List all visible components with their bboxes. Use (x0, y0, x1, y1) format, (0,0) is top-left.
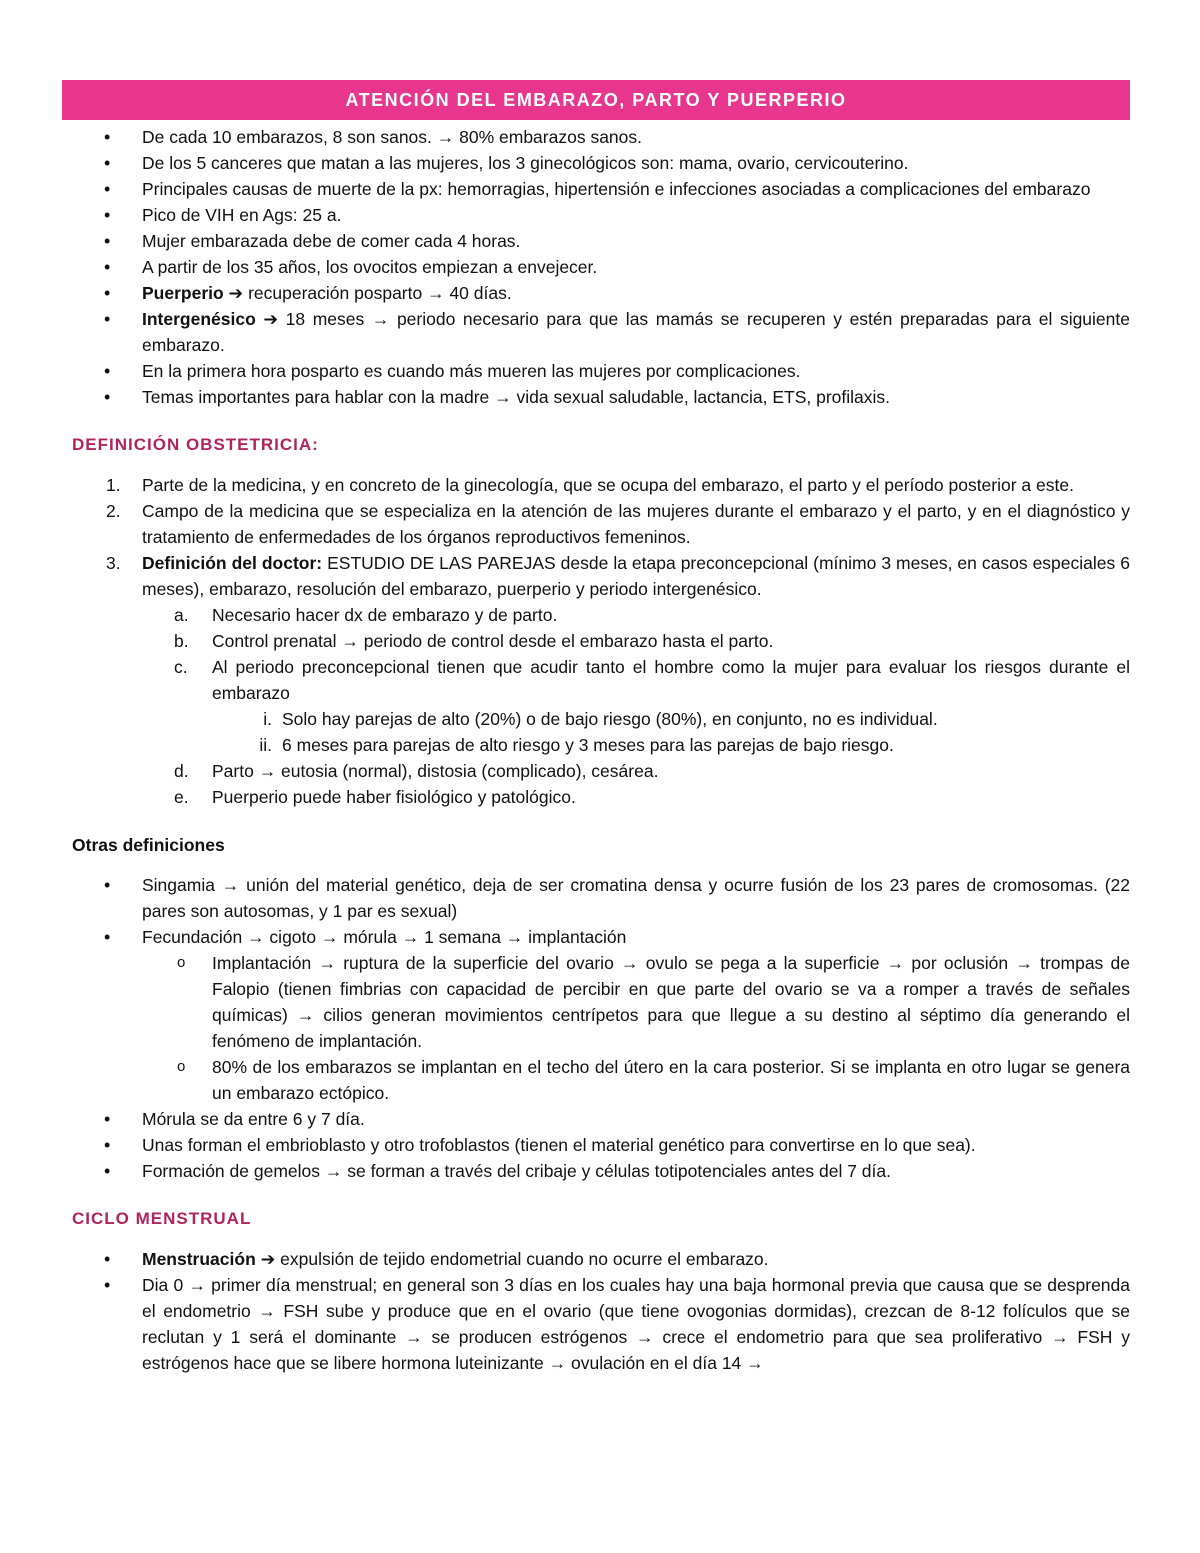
list-item: • Pico de VIH en Ags: 25 a. (62, 202, 1130, 228)
list-item: • A partir de los 35 años, los ovocitos empiezan a envejecer. (62, 254, 1130, 280)
list-item: • Intergenésico ➔ 18 meses → periodo necesario para que las mamás se recuperen y estén preparadas para el siguiente embarazo. (62, 306, 1130, 358)
list-item: • Temas importantes para hablar con la madre → vida sexual saludable, lactancia, ETS, profilaxis. (62, 384, 1130, 410)
list-item: a. Necesario hacer dx de embarazo y de parto. (174, 605, 558, 625)
list-item: 3. Definición del doctor: ESTUDIO DE LAS PAREJAS desde la etapa preconcepcional (mínimo 3 meses, en casos especiales 6 meses), embarazo, resolución del embarazo, puerperio y periodo intergenésico. a. Necesario hacer dx de embarazo y de parto. b. Control prenatal → periodo de control desde el embarazo hasta el parto. c. Al periodo preconcepcional tienen que acudir tanto el hombre como la mujer para evaluar los riesgos durante el embarazo i. Solo hay parejas de alto (20%) o de bajo riesgo (80%), en conjunto, no es individual. ii. 6 meses para parejas de alto riesgo y 3 meses para las parejas de bajo riesgo. d. Parto → eutosia (normal), distosia (complicado), cesárea. e. Puerperio puede haber fisiológico y patológico. (62, 550, 1130, 810)
list-item: d. Parto → eutosia (normal), distosia (complicado), cesárea. (174, 761, 659, 781)
list-item: • Formación de gemelos → se forman a través del cribaje y células totipotenciales antes del 7 día. (62, 1158, 1130, 1184)
list-item: 2. Campo de la medicina que se especializa en la atención de las mujeres durante el embarazo y el parto, y en el diagnóstico y tratamiento de enfermedades de los órganos reproductivos femeninos. (106, 501, 1130, 547)
term-label: Menstruación ➔ (142, 1249, 276, 1269)
sub-list-roman (212, 706, 1130, 758)
list-item: • Singamia → unión del material genético, deja de ser cromatina densa y ocurre fusión de los 23 pares de cromosomas. (22 pares son autosomas, y 1 par es sexual) (62, 872, 1130, 924)
list-item: • Mujer embarazada debe de comer cada 4 horas. (62, 228, 1130, 254)
ciclo-bullet-list (62, 1246, 1130, 1376)
obstetricia-numbered-list (62, 472, 1130, 810)
term-label: Intergenésico ➔ (142, 309, 279, 329)
sub-list-alpha (142, 602, 1130, 810)
list-item: • De los 5 canceres que matan a las mujeres, los 3 ginecológicos son: mama, ovario, cervicouterino. (62, 150, 1130, 176)
list-item: • Mórula se da entre 6 y 7 día. (62, 1106, 1130, 1132)
list-item: • En la primera hora posparto es cuando más mueren las mujeres por complicaciones. (62, 358, 1130, 384)
list-item: • De cada 10 embarazos, 8 son sanos. → 80% embarazos sanos. (62, 124, 1130, 150)
otras-bullet-list (62, 872, 1130, 1184)
list-item: • Menstruación ➔ expulsión de tejido endometrial cuando no ocurre el embarazo. (62, 1246, 1130, 1272)
list-item: • Unas forman el embrioblasto y otro trofoblastos (tienen el material genético para convertirse en lo que sea). (62, 1132, 1130, 1158)
term-label: Definición del doctor: (142, 553, 323, 573)
list-item: e. Puerperio puede haber fisiológico y patológico. (174, 787, 576, 807)
list-item: c. Al periodo preconcepcional tienen que acudir tanto el hombre como la mujer para evaluar los riesgos durante el embarazo i. Solo hay parejas de alto (20%) o de bajo riesgo (80%), en conjunto, no es individual. ii. 6 meses para parejas de alto riesgo y 3 meses para las parejas de bajo riesgo. (62, 654, 1130, 758)
sub-list-circle (142, 950, 1130, 1106)
intro-bullet-list (62, 124, 1130, 410)
list-item: • Fecundación → cigoto → mórula → 1 semana → implantación o Implantación → ruptura de la superficie del ovario → ovulo se pega a la superficie → por oclusión → trompas de Falopio (tienen fimbrias con capacidad de percibir en que parte del ovario se va a romper a través de señales químicas) → cilios generan movimientos centrípetos para que llegue a su destino al séptimo día generando el fenómeno de implantación. o 80% de los embarazos se implantan en el techo del útero en la cara posterior. Si se implanta en otro lugar se genera un embarazo ectópico. (62, 924, 1130, 1106)
term-label: Puerperio ➔ (142, 283, 244, 303)
list-item: • Principales causas de muerte de la px: hemorragias, hipertensión e infecciones asociadas a complicaciones del embarazo (62, 176, 1130, 202)
list-item: o 80% de los embarazos se implantan en el techo del útero en la cara posterior. Si se implanta en otro lugar se genera un embarazo ectópico. (177, 1057, 1130, 1103)
section-heading-ciclo: CICLO MENSTRUAL (72, 1209, 252, 1228)
list-item: • Dia 0 → primer día menstrual; en general son 3 días en los cuales hay una baja hormonal previa que causa que se desprenda el endometrio → FSH sube y produce que en el ovario (que tiene ovogonias dormidas), crezcan de 8-12 folículos que se reclutan y 1 será el dominante → se producen estrógenos → crece el endometrio para que sea proliferativo → FSH y estrógenos hace que se libere hormona luteinizante → ovulación en el día 14 → (62, 1272, 1130, 1376)
list-item: i. Solo hay parejas de alto (20%) o de bajo riesgo (80%), en conjunto, no es individual. (263, 709, 938, 729)
list-item: b. Control prenatal → periodo de control desde el embarazo hasta el parto. (174, 631, 774, 651)
document-title: ATENCIÓN DEL EMBARAZO, PARTO Y PUERPERIO (62, 80, 1130, 120)
list-item: • Puerperio ➔ recuperación posparto → 40 días. (62, 280, 1130, 306)
section-heading-otras: Otras definiciones (72, 835, 225, 855)
section-heading-obstetricia: DEFINICIÓN OBSTETRICIA: (72, 435, 319, 454)
list-item: ii. 6 meses para parejas de alto riesgo y 3 meses para las parejas de bajo riesgo. (259, 735, 894, 755)
list-item: 1. Parte de la medicina, y en concreto de la ginecología, que se ocupa del embarazo, el parto y el período posterior a este. (106, 475, 1074, 495)
list-item: o Implantación → ruptura de la superficie del ovario → ovulo se pega a la superficie → por oclusión → trompas de Falopio (tienen fimbrias con capacidad de percibir en que parte del ovario se va a romper a través de señales químicas) → cilios generan movimientos centrípetos para que llegue a su destino al séptimo día generando el fenómeno de implantación. (177, 953, 1130, 1051)
